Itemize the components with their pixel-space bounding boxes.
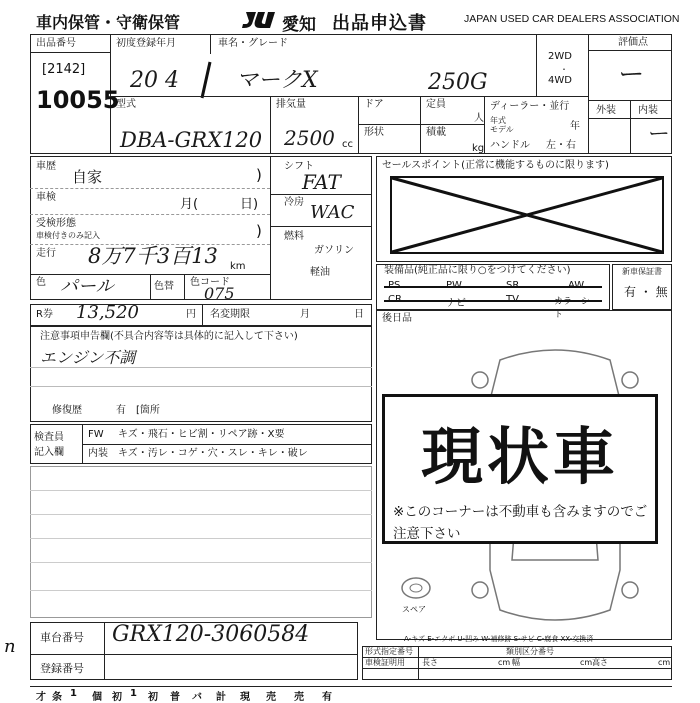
footer-item: 売 [294,692,304,703]
length-unit: cm [498,658,511,667]
storage-type-label: 車内保管・守衛保管 [36,13,181,32]
handle-options: 左・右 [546,140,576,151]
footer-item: 初 [112,692,122,703]
certificate-label: 車検証明用 [365,658,405,667]
name-change-deadline-label: 名変期限 [210,309,250,320]
equip-sr: SR [506,280,520,291]
drive-4wd: 4WD [548,75,572,86]
interior-value: ー [646,122,669,147]
inspector-label: 検査員 記入欄 [34,432,64,458]
history-label: 車歴 [36,161,56,172]
spare-tire-icon [396,576,436,602]
sales-point-label: セールスポイント(正常に機能するものに限ります) [382,160,609,171]
capacity-unit: 人 [474,113,484,124]
height-label: 高さ [592,658,608,667]
name-separator-mark [196,60,216,100]
footer-strip [30,688,360,703]
load-label: 積載 [426,127,446,138]
org-name: 愛知 [282,15,316,35]
history-value: 自家 [72,168,103,186]
width-label: 幅 [512,658,520,667]
displacement-label: 排気量 [276,99,306,110]
inspector-fw-items: キズ・飛石・ヒビ割・リペア跡・X要 [118,429,285,440]
warranty-options: 有 ・ 無 [624,285,668,299]
equip-color-seat: ト [554,310,564,320]
shift-value: FAT [302,170,341,194]
footer-item: 有 [322,692,332,703]
type-label: 型式 [116,99,136,110]
ac-value: WAC [310,202,355,223]
equip-tv: TV [506,294,519,305]
recycle-value: 13,520 [76,302,139,323]
chassis-number-value: GRX120-3060584 [112,622,310,647]
lot-sub-number: [2142] [42,62,86,77]
inspection-day: 日) [240,197,259,212]
notes-value: エンジン不調 [40,348,136,367]
repair-location: [箇所 [136,405,160,416]
displacement-unit: cc [342,139,353,150]
footer-item: 才 [36,692,46,703]
receipt-form-note: 車検付きのみ記入 [36,231,100,240]
car-name-value: マークX [236,68,318,93]
handle-label: ハンドル [490,140,530,151]
as-is-vehicle-text: 現状車 [420,420,619,493]
margin-mark: n [4,636,16,657]
form-title: 出品申込書 [332,13,427,34]
first-registration-value: 20 4 [130,68,179,93]
footer-item: バ [192,692,202,703]
fuel-gasoline: ガソリン [314,245,354,256]
interior-label: 内装 [638,105,658,116]
inspection-month: 月( [180,197,199,212]
grade-value: 250G [428,70,488,95]
repair-history-label: 修復歴 [52,405,82,416]
equip-aw: AW [568,280,585,291]
drive-2wd: 2WD [548,51,572,62]
recycle-unit: 円 [186,309,196,320]
chassis-number-label: 車台番号 [40,631,84,644]
footer-item: 1 [70,688,77,699]
equip-navi: ナビ [446,298,466,309]
inspector-interior-items: キズ・汚レ・コゲ・穴・スレ・キレ・破レ [118,448,308,459]
color-label: 色 [36,277,46,288]
rating-label: 評価点 [618,37,648,48]
name-change-day: 日 [354,309,364,320]
color-change-label: 色替 [154,281,174,292]
equip-ps: PS [388,280,401,291]
equip-pw: PW [446,280,462,291]
footer-item: 個 [92,692,102,703]
shift-label: シフト [284,161,314,172]
lot-number-label: 出品番号 [36,38,76,49]
damage-legend: A-キズ E-エクボ U-凹み W-補修跡 S-サビ C-腐食 XX-交換済 [404,635,594,643]
notes-label: 注意事項申告欄(不具合内容等は具体的に記入して下さい) [40,331,298,342]
car-name-grade-label: 車名・グレード [218,38,288,49]
exterior-label: 外装 [596,105,616,116]
rear-items-label: 後日品 [382,313,412,324]
length-label: 長さ [422,658,438,667]
year-unit: 年 [570,121,580,132]
recycle-label: R券 [36,309,53,320]
as-is-vehicle-stamp [382,394,658,544]
fuel-label: 燃料 [284,231,304,242]
type-value: DBA-GRX120 [120,128,263,152]
first-registration-label: 初度登録年月 [116,38,176,49]
inspector-interior-label: 内装 [88,448,108,459]
footer-item: 現 [240,692,250,703]
mileage-value: 8万7千3百13 [88,244,218,268]
footer-item: 普 [170,692,180,703]
color-value: パール [60,276,114,297]
footer-item: 売 [266,692,276,703]
color-code-label: 色コード [190,277,230,288]
capacity-label: 定員 [426,99,446,110]
height-unit: cm [658,658,671,667]
warranty-label: 新車保証書 [622,267,662,276]
dealer-parallel-label: ディーラー・並行 [490,101,570,112]
registration-number-label: 登録番号 [40,662,84,675]
color-code-value: 075 [204,284,235,303]
name-change-month: 月 [300,309,310,320]
inspector-fw-label: FW [88,429,104,440]
inspection-label: 車検 [36,192,56,203]
spare-label: スペア [402,605,426,614]
rating-value: ー [616,60,643,90]
load-unit: kg [472,143,485,154]
shape-label: 形状 [364,127,384,138]
mileage-unit: km [230,261,246,272]
blank-ruled-area [30,466,372,618]
equip-cr: CR [388,294,402,305]
footer-item: 条 [52,692,62,703]
fuel-diesel: 軽油 [310,267,330,278]
width-unit: cm [580,658,593,667]
door-label: ドア [364,99,384,110]
footer-item: 計 [216,692,226,703]
displacement-value: 2500 [284,126,335,150]
ju-logo [240,8,282,30]
category-number-label: 類別区分番号 [506,647,554,656]
equipment-label: 装備品(純正品に限り○をつけてください) [384,265,571,276]
lot-number: 10055 [36,86,120,114]
ac-label: 冷房 [284,197,304,208]
mileage-label: 走行 [36,248,56,259]
footer-item: 初 [148,692,158,703]
receipt-form-label: 受検形態 [36,218,76,229]
designation-number-label: 形式指定番号 [365,647,413,656]
repair-has: 有 [116,405,126,416]
sales-point-crossout [390,176,664,254]
english-title: JAPAN USED CAR DEALERS ASSOCIATION [464,13,680,25]
as-is-vehicle-note: ※このコーナーは不動車も含みますのでご注意下さい [393,504,648,542]
year-model-label: 年式 モデル [490,116,514,134]
footer-item: 1 [130,688,137,699]
